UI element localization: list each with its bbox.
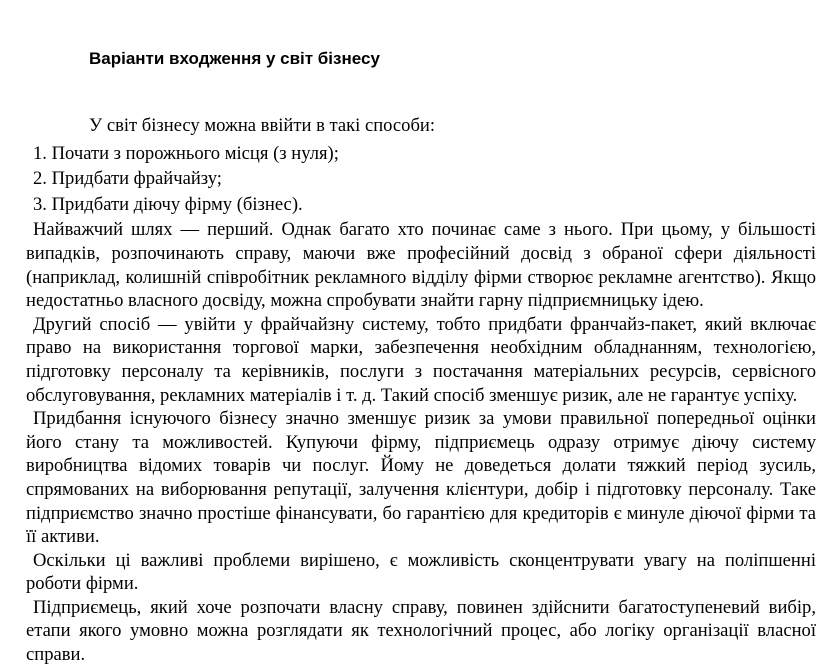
- list-item-3: 3. Придбати діючу фірму (бізнес).: [33, 193, 303, 215]
- list-item-1: 1. Почати з порожнього місця (з нуля);: [33, 142, 339, 164]
- paragraph-hardest-path: Найважчий шлях — перший. Однак багато хто починає саме з нього. При цьому, у більшості випадків, розпочинають справу, маючи вже професійний досвід з обраної сфери діяльності (наприклад, колишній співробітник рекламного відділу фірми створює рекламне агентство). Якщо недостатньо власного досвіду, можна спробувати знайти гарну підприємницьку ідею.: [26, 219, 816, 312]
- intro-line: У світ бізнесу можна ввійти в такі способи:: [89, 115, 436, 136]
- paragraph-existing-business: Придбання існуючого бізнесу значно зменшує ризик за умови правильної попередньої оцінки його стану та можливостей. Купуючи фірму, підприємець одразу отримує діючу систему виробництва відомих товарів чи послуг. Йому не доведеться долати тяжкий період зусиль, спрямованих на виборювання репутації, залучення клієнтури, добір і підготовку персоналу. Таке підприємство значно простіше фінансувати, бо гарантією для кредиторів є минуле діючої фірми та її активи.: [26, 408, 816, 548]
- slide-title: Варіанти входження у світ бізнесу: [89, 49, 380, 68]
- paragraph-entrepreneur-choice: Підприємець, який хоче розпочати власну справу, повинен здійснити багатоступеневий вибір, етапи якого умовно можна розглядати як технологічний процес, або логіку організації власної справи.: [26, 596, 816, 666]
- paragraph-franchise: Другий спосіб — увійти у фрайчайзну систему, тобто придбати франчайз-пакет, який включає право на використання торгової марки, забезпечення необхідним обладнанням, технологією, підготовку персоналу та керівників, послуги з постачання матеріальних ресурсів, сервісного обслуговування, рекламних матеріалів і т. д. Такий спосіб зменшує ризик, але не гарантує успіху.: [26, 313, 816, 406]
- list-item-2: 2. Придбати фрайчайзу;: [33, 168, 222, 190]
- slide-body: [26, 114, 816, 667]
- paragraph-focus: Оскільки ці важливі проблеми вирішено, є можливість сконцентрувати увагу на поліпшенні роботи фірми.: [26, 549, 816, 595]
